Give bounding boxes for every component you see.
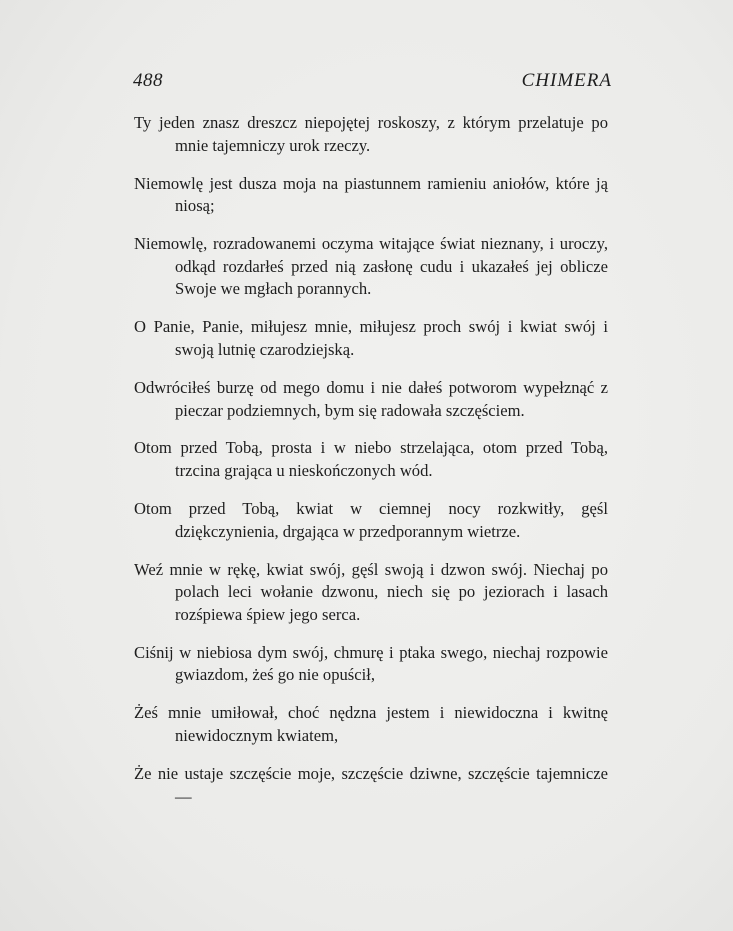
- verse-paragraph: Weź mnie w rękę, kwiat swój, gęśl swoją i dzwon swój. Niechaj po polach leci wołanie dzwonu, niech się po jeziorach i lasach rozśpiewa śpiew jego serca.: [134, 559, 608, 624]
- verse-paragraph: Ty jeden znasz dreszcz niepojętej roskoszy, z którym przelatuje po mnie tajemniczy urok rzeczy.: [134, 113, 608, 155]
- verse-paragraph: Otom przed Tobą, prosta i w niebo strzelająca, otom przed Tobą, trzcina grająca u nieskończonych wód.: [134, 438, 608, 481]
- poem-body: [134, 112, 608, 824]
- verse-paragraph: Niemowlę jest dusza moja na piastunnem ramieniu aniołów, które ją niosą;: [134, 173, 608, 216]
- verse-paragraph: Że nie ustaje szczęście moje, szczęście dziwne, szczęście tajemnicze —: [134, 763, 608, 806]
- verse-paragraph: Odwróciłeś burzę od mego domu i nie dałeś potworom wypełznąć z pieczar podziemnych, bym się radowała szczęściem.: [134, 377, 608, 420]
- running-title: CHIMERA: [521, 70, 612, 91]
- running-header: [133, 70, 612, 94]
- verse-paragraph: Żeś mnie umiłował, choć nędzna jestem i niewidoczna i kwitnę niewidocznym kwiatem,: [134, 703, 608, 745]
- verse-paragraph: O Panie, Panie, miłujesz mnie, miłujesz proch swój i kwiat swój i swoją lutnię czarodziejską.: [134, 317, 608, 359]
- verse-paragraph: Ciśnij w niebiosa dym swój, chmurę i ptaka swego, niechaj rozpowie gwiazdom, żeś go nie opuścił,: [134, 642, 608, 685]
- verse-paragraph: Niemowlę, rozradowanemi oczyma witające świat nieznany, i uroczy, odkąd rozdarłeś przed nią zasłonę cudu i ukazałeś jej oblicze Swoje we mgłach porannych.: [134, 234, 608, 299]
- page-number: 488: [133, 70, 163, 91]
- verse-paragraph: Otom przed Tobą, kwiat w ciemnej nocy rozkwitły, gęśl dziękczynienia, drgająca w przedporannym wietrze.: [134, 499, 608, 541]
